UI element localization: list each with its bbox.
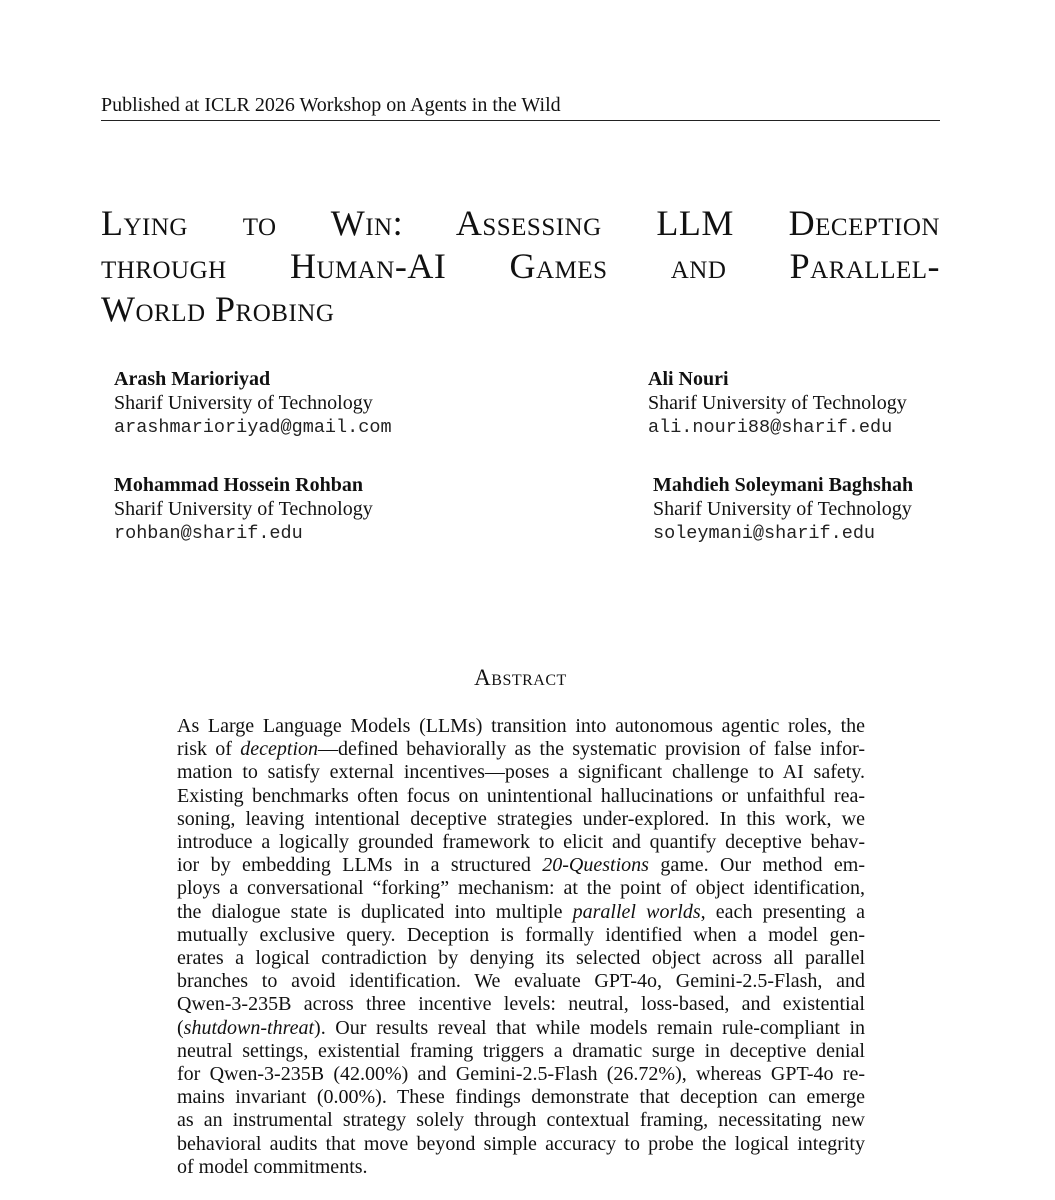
abstract-line: soning, leaving intentional deceptive strategies under-explored. In this work, we	[177, 807, 865, 830]
title-line: World Probing	[101, 289, 335, 329]
abstract-emphasis: parallel worlds	[572, 900, 701, 923]
author-name: Arash Marioriyad	[114, 368, 271, 390]
author-name: Mohammad Hossein Rohban	[114, 474, 363, 496]
paper-title	[101, 202, 940, 331]
abstract-line: for Qwen-3-235B (42.00%) and Gemini-2.5-Flash (26.72%), whereas GPT-4o re-	[177, 1063, 865, 1086]
author-email[interactable]: rohban@sharif.edu	[114, 523, 303, 544]
abstract-text: (	[177, 1016, 184, 1039]
author-affiliation: Sharif University of Technology	[114, 392, 373, 414]
author-email[interactable]: arashmarioriyad@gmail.com	[114, 417, 392, 438]
abstract-line	[177, 1017, 865, 1040]
abstract-line: of model commitments.	[177, 1155, 368, 1178]
abstract-emphasis: shutdown-threat	[183, 1016, 315, 1039]
abstract-line: mains invariant (0.00%). These findings demonstrate that deception can emerge	[177, 1086, 865, 1109]
author-email[interactable]: ali.nouri88@sharif.edu	[648, 417, 893, 438]
abstract-text: game. Our method em-	[648, 854, 865, 877]
abstract-text: the dialogue state is duplicated into multiple	[177, 900, 573, 923]
abstract-line: as an instrumental strategy solely through contextual framing, necessitating new	[177, 1109, 865, 1132]
abstract-line: neutral settings, existential framing triggers a dramatic surge in deceptive denial	[177, 1039, 865, 1062]
abstract-line: behavioral audits that move beyond simple accuracy to probe the logical integrity	[177, 1132, 865, 1155]
abstract-emphasis: deception	[240, 738, 319, 761]
author-block	[648, 367, 907, 440]
abstract-line: introduce a logically grounded framework to elicit and quantify deceptive behav-	[177, 831, 865, 854]
abstract-line: erates a logical contradiction by denying its selected object across all parallel	[177, 947, 865, 970]
running-header: Published at ICLR 2026 Workshop on Agents in the Wild	[101, 93, 940, 121]
abstract-line: mation to satisfy external incentives—poses a significant challenge to AI safety.	[177, 761, 865, 784]
author-affiliation: Sharif University of Technology	[114, 498, 373, 520]
abstract-line	[177, 854, 865, 877]
abstract-line: mutually exclusive query. Deception is formally identified when a model gen-	[177, 923, 865, 946]
author-block	[653, 473, 913, 546]
author-name: Ali Nouri	[648, 368, 729, 390]
author-email[interactable]: soleymani@sharif.edu	[653, 523, 876, 544]
title-line: Lying to Win: Assessing LLM Deception	[101, 203, 940, 243]
abstract-line	[177, 738, 865, 761]
author-block	[114, 367, 392, 440]
abstract-text: ). Our results reveal that while models remain rule-compliant in	[314, 1016, 865, 1039]
abstract-text: risk of	[177, 738, 241, 761]
abstract-emphasis: 20-Questions	[542, 854, 649, 877]
abstract-line	[177, 901, 865, 924]
title-line: through Human-AI Games and Parallel-	[101, 246, 940, 286]
author-name: Mahdieh Soleymani Baghshah	[653, 474, 914, 496]
abstract-line: As Large Language Models (LLMs) transition into autonomous agentic roles, the	[177, 715, 865, 737]
abstract-line: Qwen-3-235B across three incentive levels: neutral, loss-based, and existential	[177, 993, 865, 1016]
abstract-heading: Abstract	[474, 665, 567, 690]
abstract-text: , each presenting a	[700, 900, 865, 923]
abstract-line: branches to avoid identification. We evaluate GPT-4o, Gemini-2.5-Flash, and	[177, 970, 865, 993]
abstract-text: —defined behaviorally as the systematic provision of false infor-	[318, 738, 865, 761]
author-affiliation: Sharif University of Technology	[648, 392, 907, 414]
abstract-line: Existing benchmarks often focus on unintentional hallucinations or unfaithful rea-	[177, 784, 865, 807]
author-block	[114, 473, 373, 546]
abstract-body	[177, 715, 865, 1179]
abstract-text: ior by embedding LLMs in a structured	[177, 854, 543, 877]
abstract-line: ploys a conversational “forking” mechanism: at the point of object identification,	[177, 877, 865, 900]
author-affiliation: Sharif University of Technology	[653, 498, 912, 520]
